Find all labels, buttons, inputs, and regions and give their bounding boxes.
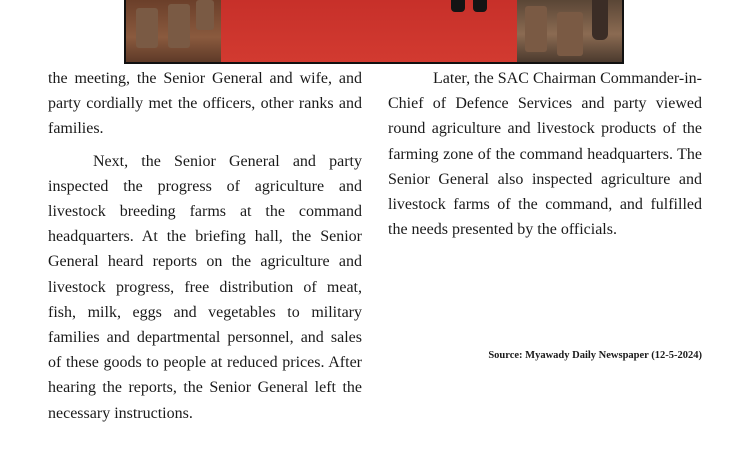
photo-chair: [136, 8, 158, 48]
source-citation: Source: Myawady Daily Newspaper (12-5-2024): [488, 350, 702, 361]
photo-seating-right: [517, 0, 622, 62]
photo-seating-left: [126, 0, 221, 62]
photo-chair: [557, 12, 583, 56]
photo-chair: [168, 4, 190, 48]
left-paragraph-2: Next, the Senior General and party inspected the progress of agriculture and livestock breeding farms at the command headquarters. At the briefing hall, the Senior General heard reports on the agriculture and livestock progress, free distribution of meat, fish, milk, eggs and vegetables to military families and departmental personnel, and sales of these goods to people at reduced prices. After hearing the reports, the Senior General left the necessary instructions.: [48, 152, 362, 422]
photo-person: [592, 0, 608, 40]
article-photo: [124, 0, 624, 64]
left-paragraph-1: the meeting, the Senior General and wife, and party cordially met the officers, other ranks and families.: [48, 70, 362, 138]
photo-chair: [196, 0, 214, 30]
photo-chair: [525, 6, 547, 52]
photo-red-carpet: [221, 0, 521, 62]
photo-boots: [451, 0, 491, 12]
right-paragraph-1: Later, the SAC Chairman Commander-in-Chief of Defence Services and party viewed round agriculture and livestock products of the farming zone of the command headquarters. The Senior General also inspected agriculture and livestock farms of the command, and fulfilled the needs presented by the officials.: [388, 70, 702, 239]
article-right-column: [388, 66, 702, 242]
article-left-column: [48, 66, 362, 426]
